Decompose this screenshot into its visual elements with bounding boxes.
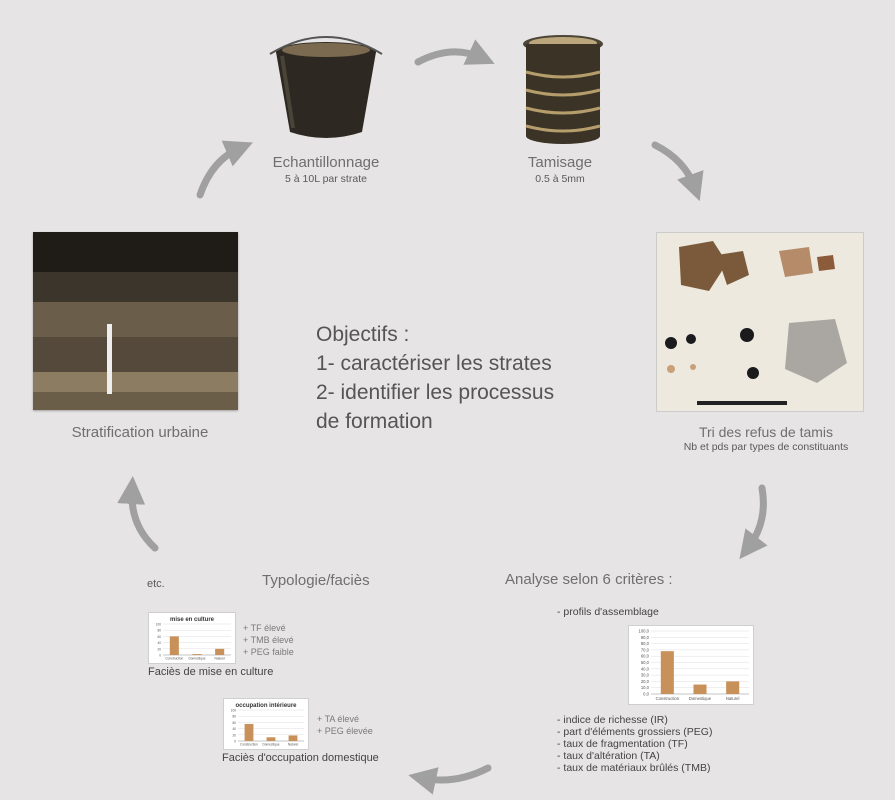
sieve-image bbox=[516, 32, 610, 147]
profils-label: - profils d'assemblage bbox=[557, 606, 659, 618]
arrow-tamisage-to-tri bbox=[655, 145, 695, 188]
x-tick-label: Construction bbox=[240, 742, 258, 747]
y-tick-label: 80 bbox=[232, 714, 236, 719]
bar-naturel bbox=[289, 735, 298, 741]
bucket-image bbox=[262, 32, 390, 144]
echantillonnage-subtitle: 5 à 10L par strate bbox=[285, 173, 367, 185]
y-tick-label: 90,0 bbox=[640, 634, 649, 640]
typologie-title: Typologie/faciès bbox=[262, 572, 370, 589]
y-tick-label: 60 bbox=[157, 634, 161, 639]
x-tick-label: Construction bbox=[165, 656, 184, 661]
chart-title: occupation intérieure bbox=[235, 703, 297, 709]
x-tick-label: Naturel bbox=[214, 656, 225, 661]
y-tick-label: 80,0 bbox=[640, 641, 649, 647]
y-tick-label: 60 bbox=[232, 720, 236, 725]
y-tick-label: 100 bbox=[230, 708, 236, 713]
y-tick-label: 70,0 bbox=[640, 647, 649, 653]
y-tick-label: 0 bbox=[234, 739, 236, 744]
objectif-1: 1- caractériser les strates bbox=[316, 352, 552, 375]
bar-construction bbox=[170, 636, 179, 655]
y-tick-label: 0,0 bbox=[643, 691, 649, 697]
note-tf: + TF élevé bbox=[243, 623, 286, 633]
echantillonnage-title: Echantillonnage bbox=[272, 154, 380, 171]
etc-label: etc. bbox=[147, 578, 165, 590]
x-tick-label: Domestique bbox=[688, 695, 712, 701]
note-peg-elevee: + PEG élevée bbox=[317, 726, 373, 736]
y-tick-label: 20,0 bbox=[640, 678, 649, 684]
bar-domestique bbox=[693, 685, 706, 694]
y-tick-label: 80 bbox=[157, 628, 161, 633]
y-tick-label: 50,0 bbox=[640, 660, 649, 665]
bar-construction bbox=[245, 724, 254, 741]
bar-construction bbox=[661, 651, 674, 694]
note-tmb: + TMB élevé bbox=[243, 635, 294, 645]
facies-domestique-notes bbox=[317, 713, 373, 737]
analyse-title: Analyse selon 6 critères : bbox=[505, 571, 673, 588]
profil-chart bbox=[628, 625, 754, 705]
facies-culture-chart bbox=[148, 612, 236, 664]
criterion-ta: - taux d'altération (TA) bbox=[557, 750, 660, 762]
criterion-peg: - part d'éléments grossiers (PEG) bbox=[557, 726, 713, 738]
y-tick-label: 20 bbox=[157, 647, 161, 652]
bar-domestique bbox=[192, 654, 201, 655]
objectif-2-cont: de formation bbox=[316, 410, 433, 433]
objectifs-heading: Objectifs : bbox=[316, 323, 410, 346]
x-tick-label: Naturel bbox=[725, 695, 740, 701]
y-tick-label: 10,0 bbox=[640, 685, 649, 691]
y-tick-label: 0 bbox=[159, 653, 161, 658]
facies-culture-caption: Faciès de mise en culture bbox=[148, 666, 274, 678]
y-tick-label: 20 bbox=[232, 733, 236, 738]
y-tick-label: 40 bbox=[157, 641, 161, 646]
arrow-analyse-to-typologie bbox=[422, 768, 488, 780]
stratification-title: Stratification urbaine bbox=[71, 424, 209, 441]
y-tick-label: 30,0 bbox=[640, 672, 649, 678]
y-tick-label: 40 bbox=[232, 727, 236, 732]
tamisage-title: Tamisage bbox=[527, 154, 593, 171]
arrow-stratification-to-echantillonnage bbox=[200, 148, 240, 195]
criterion-tf: - taux de fragmentation (TF) bbox=[557, 738, 688, 750]
bar-naturel bbox=[726, 681, 739, 694]
note-peg: + PEG faible bbox=[243, 647, 294, 657]
arrow-echantillonnage-to-tamisage bbox=[418, 52, 482, 62]
objectif-2: 2- identifier les processus bbox=[316, 381, 555, 404]
x-tick-label: Domestique bbox=[262, 742, 280, 747]
y-tick-label: 100 bbox=[155, 622, 161, 627]
tri-title: Tri des refus de tamis bbox=[698, 424, 834, 440]
y-tick-label: 60,0 bbox=[640, 653, 649, 659]
x-tick-label: Domestique bbox=[188, 656, 206, 661]
x-tick-label: Naturel bbox=[287, 742, 299, 747]
criterion-tmb: - taux de matériaux brûlés (TMB) bbox=[557, 762, 711, 774]
tri-photo bbox=[656, 232, 864, 412]
bar-domestique bbox=[267, 737, 276, 741]
tamisage-subtitle: 0.5 à 5mm bbox=[535, 173, 585, 185]
y-tick-label: 100,0 bbox=[638, 628, 649, 634]
arrow-typologie-to-stratification bbox=[132, 490, 155, 548]
facies-domestique-chart bbox=[223, 698, 309, 750]
bar-naturel bbox=[215, 649, 224, 655]
objectifs-text bbox=[316, 320, 616, 436]
facies-domestique-caption: Faciès d'occupation domestique bbox=[222, 752, 379, 764]
criterion-ir: - indice de richesse (IR) bbox=[557, 714, 668, 726]
facies-culture-notes bbox=[243, 622, 294, 658]
criteria-list bbox=[557, 714, 712, 774]
tri-subtitle: Nb et pds par types de constituants bbox=[683, 441, 849, 453]
arrow-tri-to-analyse bbox=[748, 488, 763, 548]
y-tick-label: 40,0 bbox=[640, 666, 649, 672]
x-tick-label: Construction bbox=[655, 695, 680, 701]
stratification-photo bbox=[33, 232, 238, 410]
note-ta: + TA élevé bbox=[317, 714, 359, 724]
chart-title: mise en culture bbox=[169, 617, 215, 623]
